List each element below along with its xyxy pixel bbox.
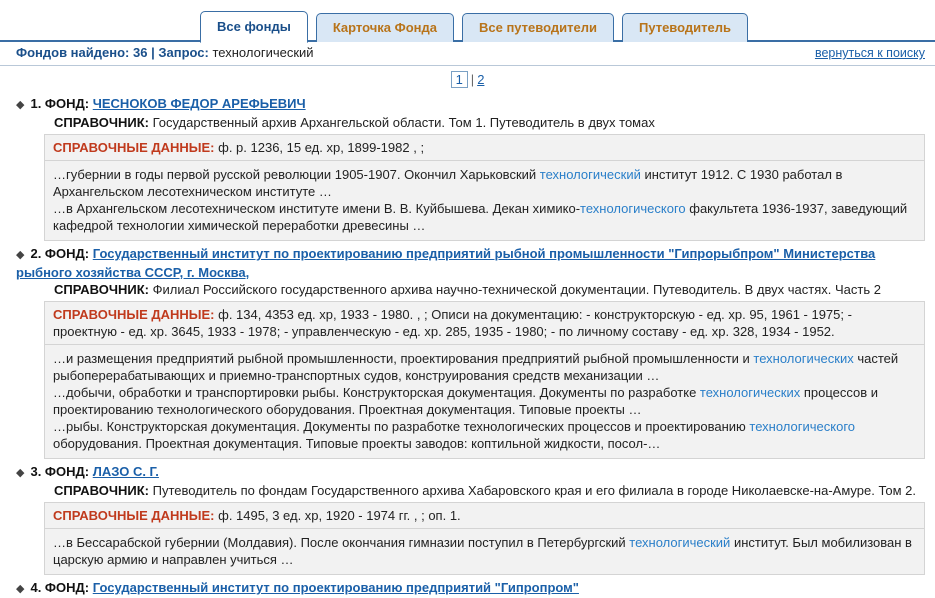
- snippet-part: оборудования. Проектная документация. Типовые проекты заводов: коптильной жидкости, посол-…: [53, 436, 661, 451]
- guide-line: [16, 482, 925, 499]
- snippet-part: …рыбы. Конструкторская документация. Документы по разработке технологических процессов и проектированию: [53, 419, 750, 434]
- snippet-highlight: технологический: [629, 535, 731, 550]
- reference-data-text: ф. р. 1236, 15 ед. хр, 1899-1982 , ;: [218, 140, 425, 155]
- info-bar: [0, 42, 935, 66]
- snippet-part: институт. Был мобилизован в царскую армию и направлен учиться …: [53, 535, 912, 567]
- snippet-part: …и размещения предприятий рыбной промышленности, проектирования предприятий рыбной промышленности и: [53, 351, 754, 366]
- guide-label: СПРАВОЧНИК:: [54, 282, 149, 297]
- query-value: технологический: [212, 45, 314, 60]
- tab-bar: [0, 0, 935, 42]
- tab-label: Путеводитель: [638, 20, 731, 35]
- reference-data-box: [44, 301, 925, 345]
- pagination: [0, 66, 935, 91]
- entry-header: [16, 579, 925, 598]
- list-item: [16, 579, 925, 598]
- snippet-part: процессов и проектированию технологического оборудования. Проектная документация. Типовые проекты …: [53, 385, 879, 417]
- tab-label: Все фонды: [217, 19, 291, 34]
- snippet-highlight: технологического: [580, 201, 686, 216]
- snippet-part: …в Архангельском лесотехническом институте имени В. В. Куйбышева. Декан химико-: [53, 201, 581, 216]
- reference-data-label: СПРАВОЧНЫЕ ДАННЫЕ:: [53, 508, 215, 523]
- entry-header: [16, 463, 925, 482]
- snippet: [53, 534, 916, 568]
- list-item: [16, 95, 925, 241]
- found-count: 36: [133, 45, 148, 60]
- snippet-highlight: технологических: [753, 351, 854, 366]
- guide-label: СПРАВОЧНИК:: [54, 115, 149, 130]
- reference-data-label: СПРАВОЧНЫЕ ДАННЫЕ:: [53, 140, 215, 155]
- snippet-highlight: технологических: [699, 385, 801, 400]
- snippet: [53, 418, 916, 452]
- tab-label: Карточка Фонда: [332, 20, 437, 35]
- fond-name-link[interactable]: ЧЕСНОКОВ ФЕДОР АРЕФЬЕВИЧ: [92, 96, 306, 111]
- tab-all-funds[interactable]: [200, 11, 308, 43]
- snippet-part: факультета 1936-1937, заведующий кафедрой технологии химической переработки древесины …: [53, 201, 908, 233]
- bullet-icon: ◆: [16, 467, 25, 479]
- reference-data-box: [44, 134, 925, 161]
- tab-fund-card[interactable]: [316, 13, 454, 42]
- snippet-box: [44, 161, 925, 241]
- snippet-highlight: технологический: [539, 167, 641, 182]
- found-label: Фондов найдено:: [16, 45, 130, 60]
- info-separator: |: [151, 45, 155, 60]
- tab-label: Все путеводители: [478, 20, 597, 35]
- snippet: [53, 384, 916, 418]
- snippet: [53, 350, 916, 384]
- snippet-part: …в Бессарабской губернии (Молдавия). После окончания гимназии поступил в Петербургский: [53, 535, 630, 550]
- page-2-link[interactable]: 2: [477, 72, 485, 87]
- reference-data-label: СПРАВОЧНЫЕ ДАННЫЕ:: [53, 307, 215, 322]
- page-current[interactable]: 1: [451, 71, 468, 88]
- entry-header: [16, 245, 925, 281]
- bullet-icon: ◆: [16, 99, 25, 111]
- reference-data-text: ф. 134, 4353 ед. хр, 1933 - 1980. , ; Описи на документацию: - конструкторскую - ед. хр. 95, 1961 - 1975; - проектную - ед. хр. 3645, 1933 - 1978; - управленческую - ед. хр. 285, 1935 - 1980; - по личному составу - ед. хр. 328, 1934 - 1952.: [53, 307, 852, 339]
- query-label: Запрос:: [158, 45, 209, 60]
- fond-name-link[interactable]: Государственный институт по проектированию предприятий "Гипропром": [92, 580, 579, 595]
- snippet-box: [44, 529, 925, 575]
- tab-guide[interactable]: [622, 13, 748, 42]
- fond-number: 1. ФОНД:: [30, 96, 90, 111]
- fond-number: 3. ФОНД:: [30, 464, 90, 479]
- snippet-part: частей рыбоперерабатывающих и приемно-транспортных судов, конструирования средств механизации …: [53, 351, 899, 383]
- page-pipe: |: [470, 72, 475, 87]
- guide-text: Филиал Российского государственного архива научно-технической документации. Путеводитель. В двух частях. Часть 2: [152, 282, 881, 297]
- reference-data-text: ф. 1495, 3 ед. хр, 1920 - 1974 гг. , ; оп. 1.: [218, 508, 461, 523]
- list-item: [16, 245, 925, 459]
- guide-text: Путеводитель по фондам Государственного архива Хабаровского края и его филиала в городе Николаевске-на-Амуре. Том 2.: [152, 483, 917, 498]
- snippet-box: [44, 345, 925, 459]
- snippet-part: …добычи, обработки и транспортировки рыбы. Конструкторская документация. Документы по разработке: [53, 385, 700, 400]
- list-item: [16, 463, 925, 575]
- back-to-search-link[interactable]: вернуться к поиску: [814, 46, 925, 60]
- fond-name-link[interactable]: ЛАЗО С. Г.: [92, 464, 159, 479]
- results-list: [0, 91, 935, 598]
- snippet: [53, 200, 916, 234]
- snippet-highlight: технологического: [749, 419, 856, 434]
- fond-name-link[interactable]: Государственный институт по проектированию предприятий рыбной промышленности "Гипрорыбпром" Министерства рыбного хозяйства СССР, г. Москва,: [16, 246, 876, 280]
- reference-data-box: [44, 502, 925, 529]
- snippet: [53, 166, 916, 200]
- guide-text: Государственный архив Архангельской области. Том 1. Путеводитель в двух томах: [152, 115, 655, 130]
- snippet-part: …губернии в годы первой русской революции 1905-1907. Окончил Харьковский: [53, 167, 540, 182]
- guide-line: [16, 281, 925, 298]
- fond-number: 2. ФОНД:: [30, 246, 90, 261]
- tab-all-guides[interactable]: [462, 13, 614, 42]
- guide-label: СПРАВОЧНИК:: [54, 483, 149, 498]
- fond-number: 4. ФОНД:: [30, 580, 90, 595]
- snippet-part: институт 1912. С 1930 работал в Архангельском лесотехническом институте …: [53, 167, 843, 199]
- bullet-icon: ◆: [16, 583, 25, 595]
- bullet-icon: ◆: [16, 249, 25, 261]
- entry-header: [16, 95, 925, 114]
- guide-line: [16, 114, 925, 131]
